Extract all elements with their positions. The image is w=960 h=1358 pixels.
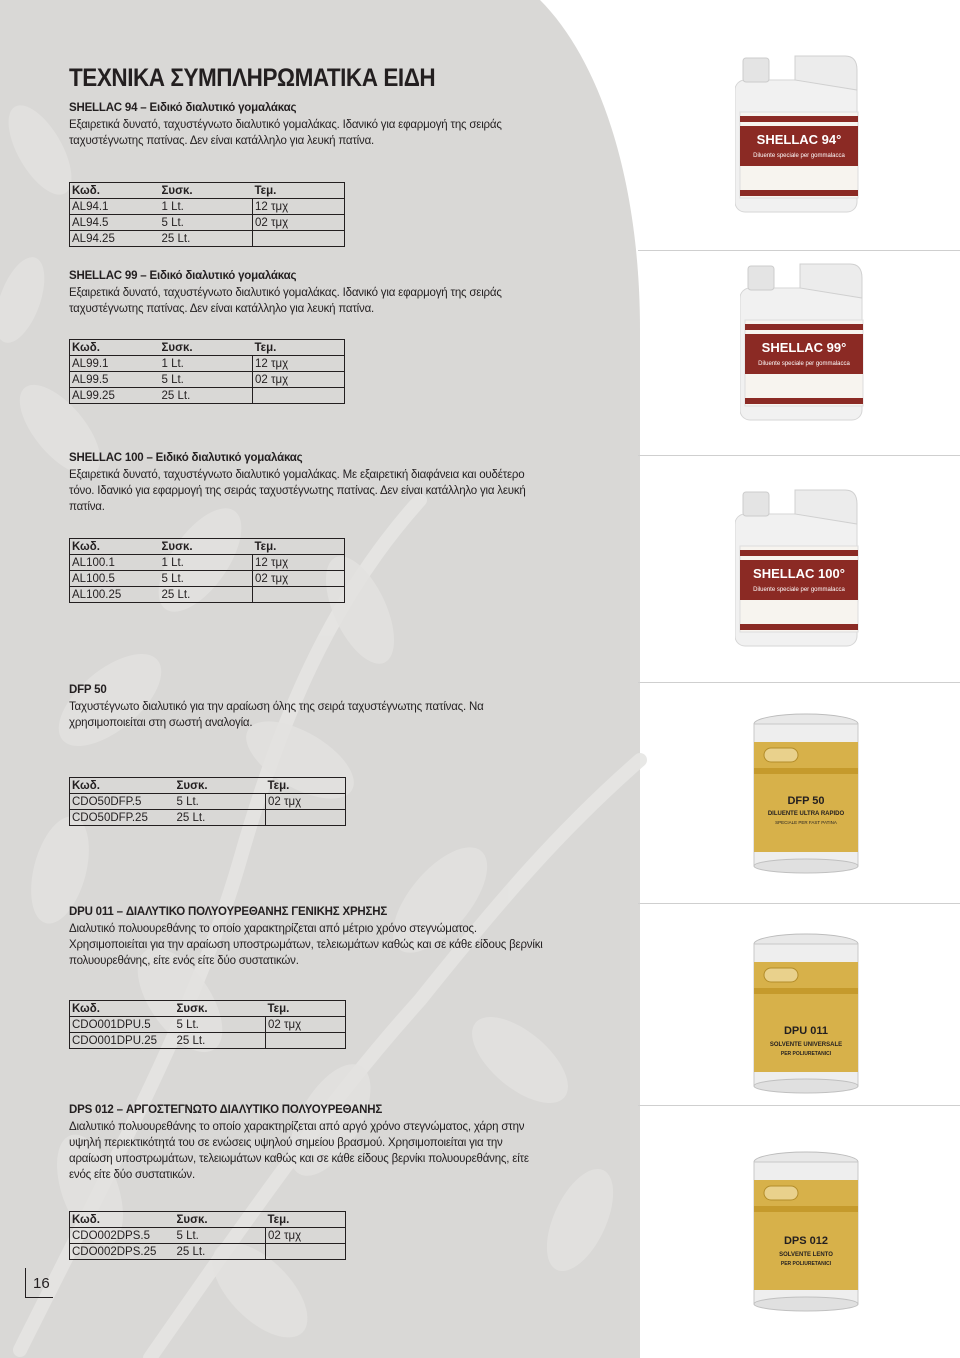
page-number-rule xyxy=(25,1268,26,1298)
header-pieces: Τεμ. xyxy=(266,778,346,794)
label-name: DPU 011 xyxy=(783,1025,829,1037)
cell-code: AL100.5 xyxy=(70,571,160,587)
cell-package: 25 Lt. xyxy=(160,388,253,404)
cell-code: CDO001DPU.25 xyxy=(70,1033,175,1049)
cell-package: 25 Lt. xyxy=(160,587,253,603)
header-package: Συσκ. xyxy=(160,183,253,199)
label-name: DFP 50 xyxy=(787,795,825,807)
label-line-2: PER POLIURETANICI xyxy=(780,1051,832,1057)
cell-code: AL100.1 xyxy=(70,555,160,571)
product-title: DPS 012 – ΑΡΓΟΣΤΕΓΝΩΤΟ ΔΙΑΛΥΤΙΚΟ ΠΟΛΥΟΥΡΕΘΑΝΗΣ xyxy=(69,1104,383,1116)
dpu-011-tin-image xyxy=(748,932,864,1094)
product-description: Διαλυτικό πολυουρεθάνης το οποίο χαρακτηρίζεται από μέτριο χρόνο στεγνώματος. Χρησιμοποιείται για την αραίωση υποστρωμάτων, τελειωμάτων καθώς και σε κάθε είδους βερνίκι πολυουρεθάνης, είτε ενός είτε δύο συστατικών. xyxy=(69,923,543,967)
label-name: SHELLAC 99° xyxy=(761,340,847,355)
product-title: SHELLAC 99 – Ειδικό διαλυτικό γομαλάκας xyxy=(69,270,297,282)
cell-package: 25 Lt. xyxy=(175,810,266,826)
dps-012-tin-image xyxy=(748,1150,864,1312)
header-pieces: Τεμ. xyxy=(266,1212,346,1228)
cell-pieces: 02 τμχ xyxy=(266,794,346,810)
cell-code: AL94.25 xyxy=(70,231,160,247)
cell-code: CDO50DFP.5 xyxy=(70,794,175,810)
cell-pieces: 12 τμχ xyxy=(253,356,345,372)
label-subtitle: Diluente speciale per gommalacca xyxy=(758,361,850,367)
divider xyxy=(638,682,960,683)
product-code-table xyxy=(69,538,345,603)
cell-code: AL99.25 xyxy=(70,388,160,404)
header-pieces: Τεμ. xyxy=(253,340,345,356)
cell-pieces xyxy=(253,587,345,603)
cell-package: 5 Lt. xyxy=(160,372,253,388)
cell-pieces xyxy=(266,1033,346,1049)
product-description: Διαλυτικό πολυουρεθάνης το οποίο χαρακτηρίζεται από αργό χρόνο στεγνώματος, χάρη στην υψηλή περιεκτικότητά του σε ενώσεις υψηλού σημείου βρασμού. Χρησιμοποιείται για την αραίωση υποστρωμάτων, τελειωμάτων καθώς και σε κάθε είδους βερνίκι πολυουρεθάνης, είτε ενός είτε δύο συστατικών. xyxy=(69,1121,529,1181)
divider xyxy=(638,1105,960,1106)
header-package: Συσκ. xyxy=(175,1001,266,1017)
header-package: Συσκ. xyxy=(160,539,253,555)
product-description: Εξαιρετικά δυνατό, ταχυστέγνωτο διαλυτικό γομαλάκας. Ιδανικό για εφαρμογή της σειράς ταχυστέγνωτης πατίνας. Δεν είναι κατάλληλο για λευκή πατίνα. xyxy=(69,119,502,147)
cell-pieces xyxy=(266,1244,346,1260)
cell-pieces xyxy=(253,388,345,404)
header-code: Κωδ. xyxy=(70,1212,175,1228)
product-description: Ταχυστέγνωτο διαλυτικό για την αραίωση όλης της σειρά ταχυστέγνωτης πατίνας. Να χρησιμοποιείται στη σωστή αναλογία. xyxy=(69,701,484,729)
label-line-1: SOLVENTE UNIVERSALE xyxy=(769,1042,843,1048)
product-section-shellac-99 xyxy=(69,270,549,317)
dfp-50-tin-image xyxy=(748,712,864,874)
header-code: Κωδ. xyxy=(70,340,160,356)
cell-pieces xyxy=(253,231,345,247)
label-subtitle: Diluente speciale per gommalacca xyxy=(753,153,845,159)
product-code-table xyxy=(69,339,345,404)
product-code-table xyxy=(69,777,346,826)
header-pieces: Τεμ. xyxy=(253,183,345,199)
product-code-table xyxy=(69,1000,346,1049)
cell-package: 5 Lt. xyxy=(175,794,266,810)
cell-code: CDO002DPS.5 xyxy=(70,1228,175,1244)
header-package: Συσκ. xyxy=(175,1212,266,1228)
header-code: Κωδ. xyxy=(70,778,175,794)
cell-package: 5 Lt. xyxy=(175,1228,266,1244)
cell-code: AL99.5 xyxy=(70,372,160,388)
product-section-shellac-100 xyxy=(69,452,549,515)
shellac-94-jug-image xyxy=(735,50,865,215)
cell-code: CDO002DPS.25 xyxy=(70,1244,175,1260)
label-line-2: PER POLIURETANICI xyxy=(780,1261,832,1267)
header-pieces: Τεμ. xyxy=(253,539,345,555)
label-name: SHELLAC 100° xyxy=(753,566,845,581)
cell-code: CDO50DFP.25 xyxy=(70,810,175,826)
label-line-1: DILUENTE ULTRA RAPIDO xyxy=(767,811,845,817)
header-package: Συσκ. xyxy=(175,778,266,794)
cell-pieces: 02 τμχ xyxy=(253,372,345,388)
product-section-dfp-50 xyxy=(69,684,549,731)
page-number-rule xyxy=(25,1297,53,1298)
header-code: Κωδ. xyxy=(70,1001,175,1017)
cell-code: CDO001DPU.5 xyxy=(70,1017,175,1033)
cell-pieces: 02 τμχ xyxy=(266,1228,346,1244)
cell-package: 5 Lt. xyxy=(175,1017,266,1033)
header-pieces: Τεμ. xyxy=(266,1001,346,1017)
cell-code: AL99.1 xyxy=(70,356,160,372)
header-code: Κωδ. xyxy=(70,539,160,555)
shellac-100-jug-image xyxy=(735,484,865,649)
cell-package: 25 Lt. xyxy=(175,1033,266,1049)
cell-package: 25 Lt. xyxy=(160,231,253,247)
cell-pieces: 02 τμχ xyxy=(266,1017,346,1033)
product-title: DPU 011 – ΔΙΑΛΥΤΙΚΟ ΠΟΛΥΟΥΡΕΘΑΝΗΣ ΓΕΝΙΚΗΣ ΧΡΗΣΗΣ xyxy=(69,906,388,918)
cell-package: 1 Lt. xyxy=(160,199,253,215)
header-code: Κωδ. xyxy=(70,183,160,199)
shellac-99-jug-image xyxy=(740,258,870,423)
divider xyxy=(638,250,960,251)
cell-package: 1 Lt. xyxy=(160,555,253,571)
cell-pieces: 12 τμχ xyxy=(253,555,345,571)
divider xyxy=(638,455,960,456)
product-code-table xyxy=(69,182,345,247)
cell-code: AL94.1 xyxy=(70,199,160,215)
product-section-shellac-94 xyxy=(69,102,549,149)
label-line-1: SOLVENTE LENTO xyxy=(779,1252,833,1258)
product-title: SHELLAC 94 – Ειδικό διαλυτικό γομαλάκας xyxy=(69,102,297,114)
header-package: Συσκ. xyxy=(160,340,253,356)
cell-pieces: 02 τμχ xyxy=(253,215,345,231)
label-name: DPS 012 xyxy=(783,1235,829,1247)
product-code-table xyxy=(69,1211,346,1260)
cell-package: 1 Lt. xyxy=(160,356,253,372)
cell-pieces xyxy=(266,810,346,826)
page-title: ΤΕΧΝΙΚΑ ΣΥΜΠΛΗΡΩΜΑΤΙΚΑ ΕΙΔΗ xyxy=(69,64,436,92)
cell-code: AL100.25 xyxy=(70,587,160,603)
cell-pieces: 02 τμχ xyxy=(253,571,345,587)
label-line-2: SPECIALE PER FAST PATINA xyxy=(775,820,837,825)
cell-package: 5 Lt. xyxy=(160,571,253,587)
cell-package: 5 Lt. xyxy=(160,215,253,231)
cell-pieces: 12 τμχ xyxy=(253,199,345,215)
product-section-dpu-011 xyxy=(69,906,549,969)
product-title: SHELLAC 100 – Ειδικό διαλυτικό γομαλάκας xyxy=(69,452,303,464)
product-description: Εξαιρετικά δυνατό, ταχυστέγνωτο διαλυτικό γομαλάκας. Με εξαιρετική διαφάνεια και ουδέτερο τόνο. Ιδανικό για εφαρμογή της σειράς ταχυστέγνωτης πατίνας. Δεν είναι κατάλληλο για λευκή πατίνα. xyxy=(69,469,526,513)
product-section-dps-012 xyxy=(69,1104,549,1183)
product-title: DFP 50 xyxy=(69,684,107,696)
product-description: Εξαιρετικά δυνατό, ταχυστέγνωτο διαλυτικό γομαλάκας. Ιδανικό για εφαρμογή της σειράς ταχυστέγνωτης πατίνας. Δεν είναι κατάλληλο για λευκή πατίνα. xyxy=(69,287,502,315)
page-number: 16 xyxy=(33,1275,50,1292)
cell-package: 25 Lt. xyxy=(175,1244,266,1260)
label-name: SHELLAC 94° xyxy=(756,132,842,147)
label-subtitle: Diluente speciale per gommalacca xyxy=(753,587,845,593)
divider xyxy=(638,903,960,904)
cell-code: AL94.5 xyxy=(70,215,160,231)
